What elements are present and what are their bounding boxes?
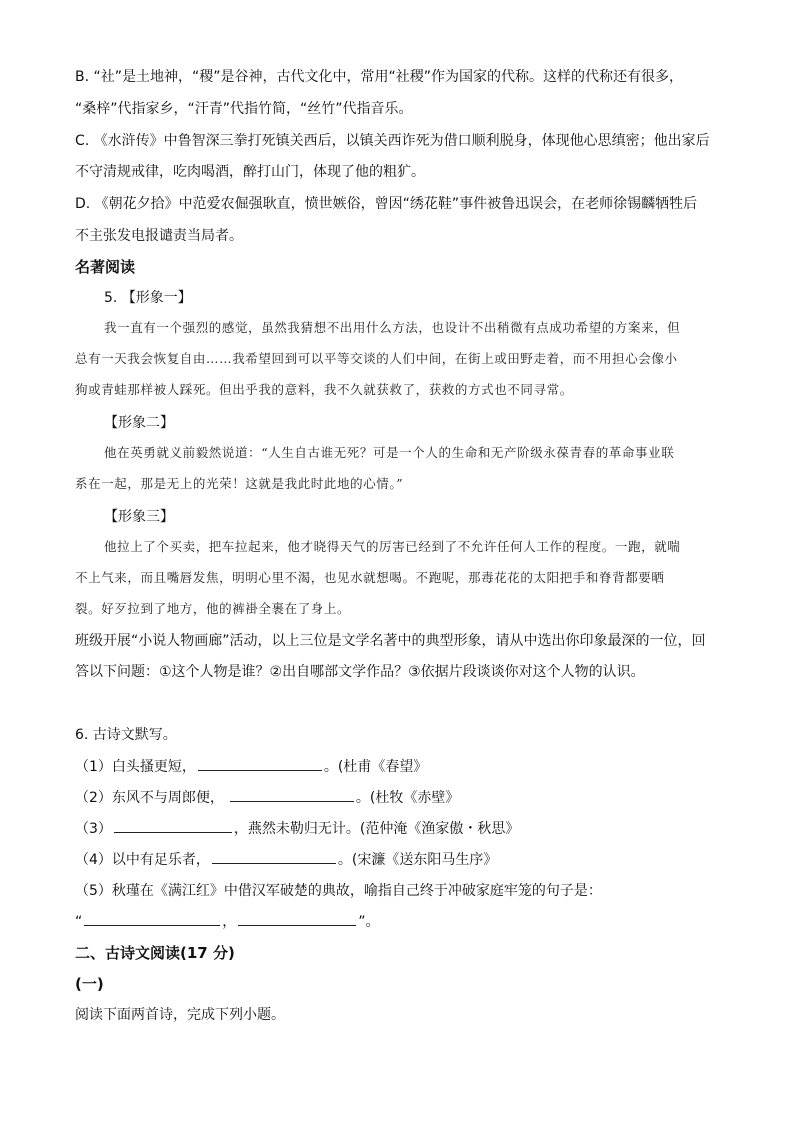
q6-item-4	[75, 849, 497, 869]
open-quote: “	[75, 914, 83, 930]
passage-three-line1: 他拉上了个买卖，把车拉起来，他才晓得天气的厉害已经到了不允许任何人工作的程度。一跑，就喘	[104, 539, 681, 554]
passage-three-line2: 不上气来，而且嘴唇发焦，明明心里不渴，也见水就想喝。不跑呢，那毒花花的太阳把手和脊背都要晒	[75, 570, 665, 585]
q6-item-1-source: 。(杜甫《春望》	[323, 759, 428, 775]
option-b-line2: “桑梓”代指家乡，“汗青”代指竹简，“丝竹”代指音乐。	[75, 101, 413, 117]
image-three-tag: 【形象三】	[104, 509, 174, 525]
answer-blank[interactable]	[198, 756, 322, 771]
option-c-line1: C. 《水浒传》中鲁智深三拳打死镇关西后，以镇关西诈死为借口顺利脱身，体现他心思缜密；他出家后	[75, 133, 710, 149]
q6-item-4-source: 。(宋濂《送东阳马生序》	[337, 852, 498, 868]
q6-item-3-prompt: （3）	[75, 821, 112, 837]
option-d-line2: 不主张发电报谴责当局者。	[75, 228, 243, 244]
section-two-sub: (一)	[75, 975, 104, 993]
passage-three-line3: 裂。好歹拉到了地方，他的裤褂全裹在了身上。	[75, 601, 351, 616]
q5-question-line2: 答以下问题：①这个人物是谁？②出自哪部文学作品？③依据片段谈谈你对这个人物的认识。	[75, 664, 645, 680]
q6-item-5-line2	[75, 911, 380, 931]
section-heading-famous-works: 名著阅读	[75, 258, 136, 276]
q6-item-4-prompt: （4）以中有足乐者，	[75, 852, 210, 868]
q6-item-3	[75, 818, 519, 838]
passage-one-line2: 总有一天我会恢复自由……我希望回到可以平等交谈的人们中间，在街上或田野走着，而不用担心会像小	[75, 351, 678, 366]
option-c-line2: 不守清规戒律，吃肉喝酒，醉打山门，体现了他的粗犷。	[75, 164, 425, 180]
image-one-tag: 5. 【形象一】	[104, 290, 192, 306]
option-d-line1: D. 《朝花夕拾》中范爱农倔强耿直，愤世嫉俗，曾因“绣花鞋”事件被鲁迅误会，在老师徐锡麟牺牲后	[75, 196, 698, 212]
answer-blank[interactable]	[238, 911, 356, 926]
section-two-instruction: 阅读下面两首诗，完成下列小题。	[75, 1007, 285, 1023]
q6-item-3-source: ，燕然未勒归无计。(范仲淹《渔家傲・秋思》	[233, 821, 520, 837]
passage-one-line3: 狗或青蛙那样被人踩死。但出乎我的意料，我不久就获救了，获救的方式也不同寻常。	[75, 382, 573, 397]
passage-one-line1: 我一直有一个强烈的感觉，虽然我猜想不出用什么方法，也设计不出稍微有点成功希望的方案来，但	[104, 320, 681, 335]
q6-item-2-source: 。(杜牧《赤壁》	[355, 790, 460, 806]
passage-two-line2: 系在一起，那是无上的光荣！这就是我此时此地的心情。”	[75, 476, 404, 491]
q6-item-2	[75, 787, 459, 807]
option-b-line1: B. “社”是土地神，“稷”是谷神，古代文化中，常用“社稷”作为国家的代称。这样的代称还有很多，	[75, 69, 684, 85]
q6-item-5-line1: （5）秋瑾在《满江红》中借汉军破楚的典故，喻指自己终于冲破家庭牢笼的句子是：	[75, 883, 602, 899]
q6-item-2-prompt: （2）东风不与周郎便，	[75, 790, 224, 806]
answer-blank[interactable]	[84, 911, 220, 926]
q6-title: 6. 古诗文默写。	[75, 727, 177, 743]
q6-item-1	[75, 756, 427, 776]
answer-blank[interactable]	[212, 849, 336, 864]
close-quote: ”。	[358, 914, 380, 930]
q5-question-line1: 班级开展“小说人物画廊”活动，以上三位是文学名著中的典型形象，请从中选出你印象最深的一位，回	[75, 633, 706, 649]
comma: ，	[222, 914, 237, 930]
answer-blank[interactable]	[114, 818, 232, 833]
answer-blank[interactable]	[230, 787, 354, 802]
q6-item-1-prompt: （1）白头搔更短，	[75, 759, 196, 775]
section-two-heading: 二、古诗文阅读(17 分)	[75, 944, 235, 962]
passage-two-line1: 他在英勇就义前毅然说道：“人生自古谁无死？可是一个人的生命和无产阶级永葆青春的革命事业联	[104, 445, 675, 460]
image-two-tag: 【形象二】	[104, 415, 174, 431]
